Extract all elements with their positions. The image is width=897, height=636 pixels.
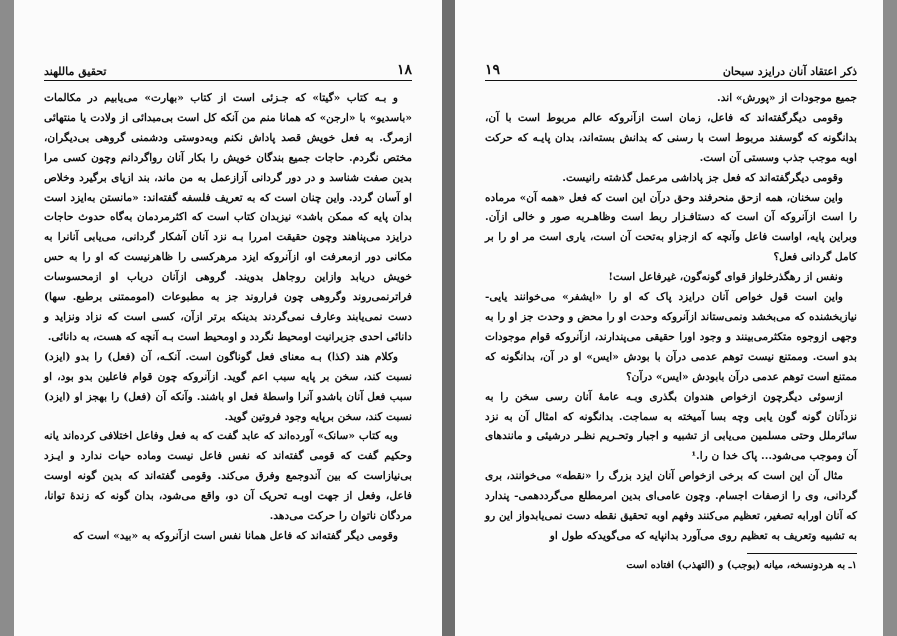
body-text [44,89,412,547]
footnote: ۱ـ به هردونسخه، میانه (بوجب) و (التهذب) افتاده است [626,559,857,571]
footnote-rule [747,553,857,554]
paragraph: وقومی دیگرگفته‌اند که فاعل، زمان است ازآنروکه عالم مربوط است با آن، بدانگونه که گوسفند مربوط است با رسنی که بدانش بسته‌اند، بدان پایـه که حرکت اوبه موجب جذب وسستی آن است. [485,111,857,164]
paragraph: ازسوئی دیگرچون ازخواص هندوان بگذری وبـه عامهٔ آنان رسی سخن را به نزدآنان گونه گون یابی وچه بسا آمیخته به سماجت. بدانگونه که امثال آن به نزد سائرملل وحتی مسلمین می‌یابی از تشبیه و اجبار وتحـریم نظـر درشیئی و مانندهای آن وموجب می‌شود... پاک خدا ن را.¹ [485,390,857,463]
paragraph: وکلام هند (کذا) بـه معنای فعل گوناگون است. آنکـه، آن (فعل) را بدو (ایزد) نسبت کند، سخن بر پایه سبب اعم گوید. ازآنروکه چون قوام فاعلین بدو بود، او سبب فعل آنان باشدو آنرا واسطهٔ فعل او باشند. وآنکه آن (فعل) را بهجز او (ایزد) نسبت کند، سخن برپایه وجود فروتین گوید. [44,350,412,423]
paragraph: واین سخنان، همه ازحق منحرفند وحق درآن این است که فعل «همه آن» مرماده را است ازآنروکه آن است که دستافـزار ربط است وظاهـربه صور و خالی ازآن. وبراین پایه، اواست فاعل وآنچه که ازجزاو به‌تحت آن است، یاری است مر او را بر کامل گردانی فعل؟ [485,191,857,264]
header-title: تحقیق ماللهند [44,65,107,78]
paragraph: واین است قول خواص آنان درایزد پاک که او را «ایشفر» می‌خوانند یایی- نیازبخشنده که می‌بخشد ونمی‌ستاند ازآنروکه وحدت او را محض و وحدت جز او را به وجهی ازوجوه متکثرمی‌بینند و وجود اورا حقیقی می‌پندارند، ازآنروکه قوام موجودات بدو است. وممتنع نیست توهم عدمی درآن با بودش «ایس» او در آن، بدانگونه که ممتنع است توهم عدمی درآن بابودش «ایس» درآن؟ [485,291,857,383]
paragraph: وبه کتاب «سانک» آورده‌اند که عابد گفت که به فعل وفاعل اختلافی کرده‌اند یانه وحکیم گفت که قومی گفته‌اند که نفس فاعل نیست وماده حیات ندارد و ایـزد بی‌نیازاست که بین آندوجمع وفرق می‌کند. وقومی گفته‌اند که بدین گونه اوست فاعل، وفعل از جهت اوبـه تحریک آن دو، واقع می‌شود، بدان گونه که زندهٔ توانا، مردگان ناتوان را حرکت می‌دهد. [44,430,412,523]
paragraph: ونفس از رهگذرخلواز قوای گونه‌گون، غیرفاعل است! [608,271,843,284]
paragraph: مثال آن این است که برخی ازخواص آنان ایزد بزرگ را «نقطه» می‌خوانند، بری گردانی، وی را ازصفات اجسام. وچون عامی‌ای بدین امرمطلع می‌گرددهمی- پندارد که آنان اورابه تصغیر، تعظیم می‌کنند وفهم اوبه تحقیق نقطه دست نمی‌یابدواز این رو به تشبیه وتعریف به تعظیم روی می‌آورد بدانپایه که می‌گویدکه طول او [485,470,857,542]
page-number: ١٩ [485,62,501,78]
left-page [14,0,442,636]
header-title: ذکر اعتقاد آنان درایزد سبحان [722,65,857,78]
book-gutter [442,0,455,636]
running-head [44,62,412,81]
paragraph: و بـه کتاب «گیتا» که جـزئی است از کتاب «بهارت» می‌یابیم در مکالمات «باسدیو» با «ارجن» که همانا منم من آنکه کل است بی‌مبدائی از ولادت یا منتهائی ازمرگ. به فعل خویش قصد پاداش نکنم وبه‌دوستی ودشمنی گروهی بی‌دیگران، مختص نگردم. حاجات جمیع بندگان خویش را بکار آنان رواگردانم وچون کسی مرا بدین صفت شناسد و در دور گردانی آزازعمل به من ماند، بند ازپای برگیرد وخلاص او آسان گردد. واین چنان است که به تعریف فلسفه گفته‌اند: «مانستن به‌ایزد است بدان پایه که ممکن باشد» نیزبدان کتاب است که اکثرمردمان به‌گاه حدوث حاجات درایزد می‌پناهند وچون حقیقت امررا بـه نزد آنان آشکار گردانی، می‌یابی آنانرا به مکانی دور ازمعرفت او، ازآنروکه ایزد مرهرکسی را ظاهرنیست که او را به حس خویش دریابد وازاین روجاهل بدویند. گروهی ازآنان درباب او ازمحسوسات فراترنمی‌روند وگروهی چون فراروند جز به مطبوعات (اموممتنی برطبع. سها) دست نمی‌یابند وعارف نمی‌گردند بدینکه برتر ازآن، کسی است که نزاد ونزاید و دانائی احدی جزبرانیت اومحیط نگردد و اومحیط است بـه آنچه که هست، به دانائی. [44,92,412,343]
paragraph: جمیع موجودات از «پورش» اند. [717,92,857,104]
paragraph: وقومی دیگر گفته‌اند که فاعل همانا نفس است ازآنروکه به «بید» است که [72,529,398,542]
paragraph: وقومی دیگرگفته‌اند که فعل جز پاداشی مرعمل گذشته رانیست. [562,171,843,184]
running-head [485,62,857,81]
body-text [485,89,857,547]
right-page [455,0,883,636]
page-number: ١٨ [396,62,412,78]
